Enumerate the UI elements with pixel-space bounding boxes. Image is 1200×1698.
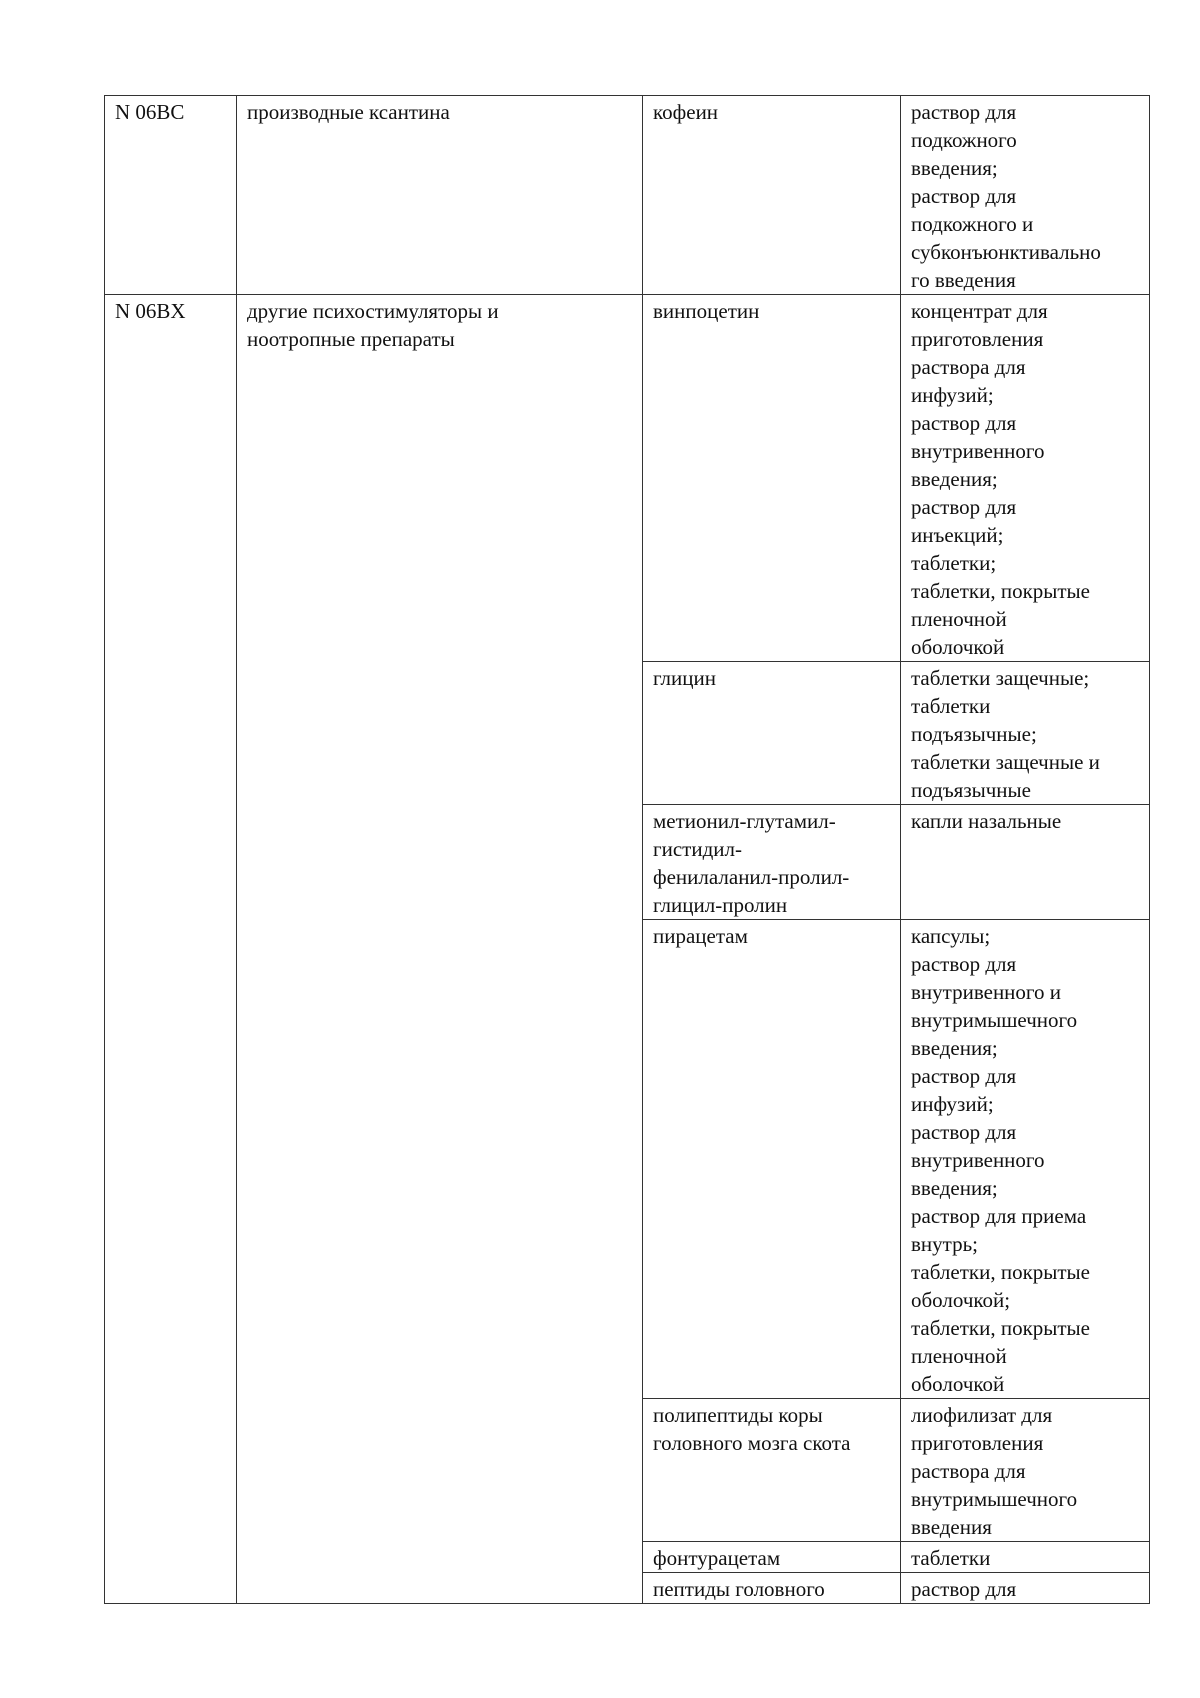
drug-name-cell: пирацетам <box>643 920 901 1399</box>
dosage-form-cell: раствор для <box>901 1573 1150 1604</box>
drug-name-cell: глицин <box>643 662 901 805</box>
dosage-form-cell: капсулы; раствор для внутривенного и внутримышечного введения; раствор для инфузий; раствор для внутривенного введения; раствор для приема внутрь; таблетки, покрытые оболочкой; таблетки, покрытые пленочной оболочкой <box>901 920 1150 1399</box>
atc-code-cell: N 06BC <box>105 96 237 295</box>
table-row <box>105 96 1150 295</box>
drug-name-cell: полипептиды коры головного мозга скота <box>643 1399 901 1542</box>
drug-name-cell: кофеин <box>643 96 901 295</box>
drug-name-cell: винпоцетин <box>643 295 901 662</box>
dosage-form-cell: концентрат для приготовления раствора для инфузий; раствор для внутривенного введения; раствор для инъекций; таблетки; таблетки, покрытые пленочной оболочкой <box>901 295 1150 662</box>
dosage-form-cell: таблетки защечные; таблетки подъязычные; таблетки защечные и подъязычные <box>901 662 1150 805</box>
drug-name-cell: метионил-глутамил- гистидил- фенилаланил-пролил- глицил-пролин <box>643 805 901 920</box>
dosage-form-cell: лиофилизат для приготовления раствора для внутримышечного введения <box>901 1399 1150 1542</box>
table-row <box>105 295 1150 662</box>
atc-code-cell: N 06BX <box>105 295 237 1604</box>
drug-name-cell: пептиды головного <box>643 1573 901 1604</box>
drug-table <box>104 95 1150 1604</box>
dosage-form-cell: раствор для подкожного введения; раствор для подкожного и субконъюнктивально го введения <box>901 96 1150 295</box>
pharmacologic-group-cell: производные ксантина <box>237 96 643 295</box>
drug-name-cell: фонтурацетам <box>643 1542 901 1573</box>
dosage-form-cell: таблетки <box>901 1542 1150 1573</box>
dosage-form-cell: капли назальные <box>901 805 1150 920</box>
pharmacologic-group-cell: другие психостимуляторы и ноотропные препараты <box>237 295 643 1604</box>
